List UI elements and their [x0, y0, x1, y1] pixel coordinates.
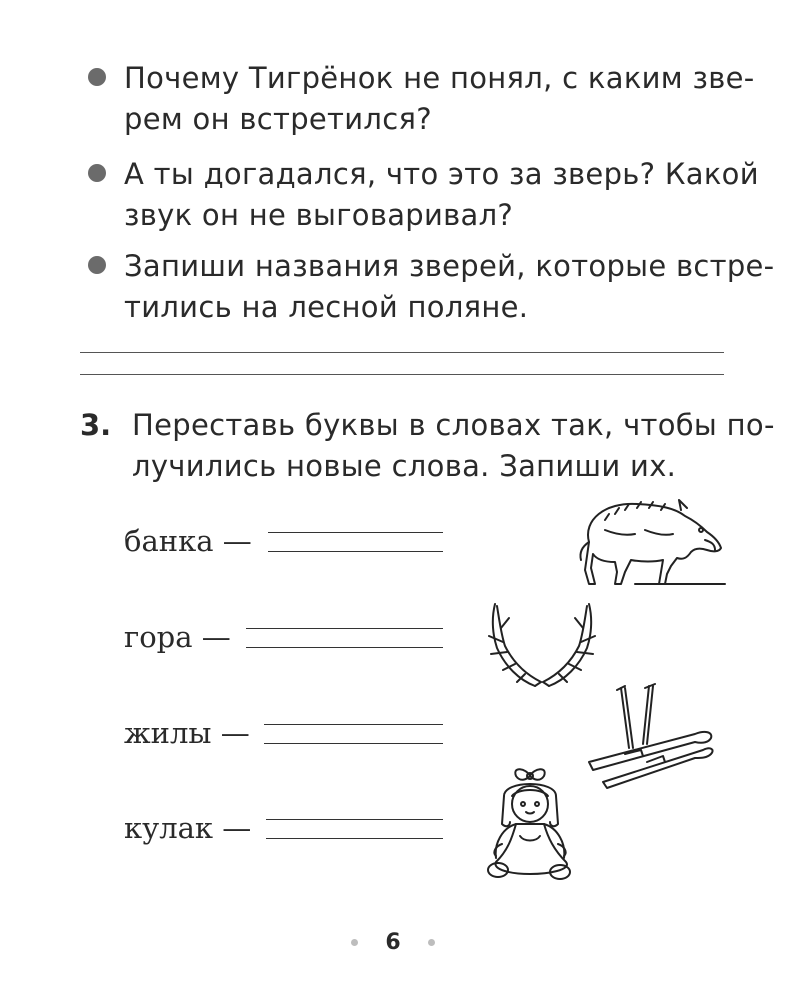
word-row-2	[124, 612, 231, 662]
answer-line-3a[interactable]	[264, 724, 443, 725]
decor-dot-left	[351, 939, 358, 946]
bullet-dot	[88, 256, 106, 274]
antlers-icon	[485, 600, 600, 692]
answer-line-4b[interactable]	[266, 838, 443, 839]
word-banka: банка —	[124, 524, 252, 558]
answer-line-1b[interactable]	[268, 551, 443, 552]
page-number: 6	[385, 930, 401, 955]
answer-line-2b[interactable]	[246, 647, 443, 648]
doll-icon	[482, 766, 582, 886]
question-1-line-1: Почему Тигрёнок не понял, с каким зве-	[124, 61, 755, 95]
word-row-3	[124, 708, 250, 758]
task-instructions	[132, 405, 775, 487]
answer-line-1a[interactable]	[268, 532, 443, 533]
page-footer	[0, 930, 786, 955]
task-line-1: Переставь буквы в словах так, чтобы по-	[132, 408, 775, 442]
word-kulak: кулак —	[124, 811, 252, 845]
answer-line-3b[interactable]	[264, 743, 443, 744]
boar-icon	[575, 490, 727, 590]
question-3	[88, 246, 775, 328]
question-2-line-1: А ты догадался, что это за зверь? Какой	[124, 157, 759, 191]
answer-line-2a[interactable]	[246, 628, 443, 629]
question-3-line-1: Запиши названия зверей, которые встре-	[124, 249, 775, 283]
word-row-1	[124, 516, 252, 566]
question-2	[88, 154, 759, 236]
bullet-dot	[88, 164, 106, 182]
question-1-line-2: рем он встретился?	[124, 102, 432, 136]
word-gora: гора —	[124, 620, 231, 654]
answer-line-4a[interactable]	[266, 819, 443, 820]
writing-line-1[interactable]	[80, 352, 724, 353]
skis-icon	[585, 682, 717, 792]
writing-line-2[interactable]	[80, 374, 724, 375]
task-number: 3.	[80, 408, 112, 442]
word-row-4	[124, 803, 251, 853]
bullet-dot	[88, 68, 106, 86]
question-3-line-2: тились на лесной поляне.	[124, 290, 529, 324]
question-2-line-2: звук он не выговаривал?	[124, 198, 514, 232]
task-line-2: лучились новые слова. Запиши их.	[132, 449, 677, 483]
decor-dot-right	[428, 939, 435, 946]
word-zhily: жилы —	[124, 716, 250, 750]
question-1	[88, 58, 755, 140]
